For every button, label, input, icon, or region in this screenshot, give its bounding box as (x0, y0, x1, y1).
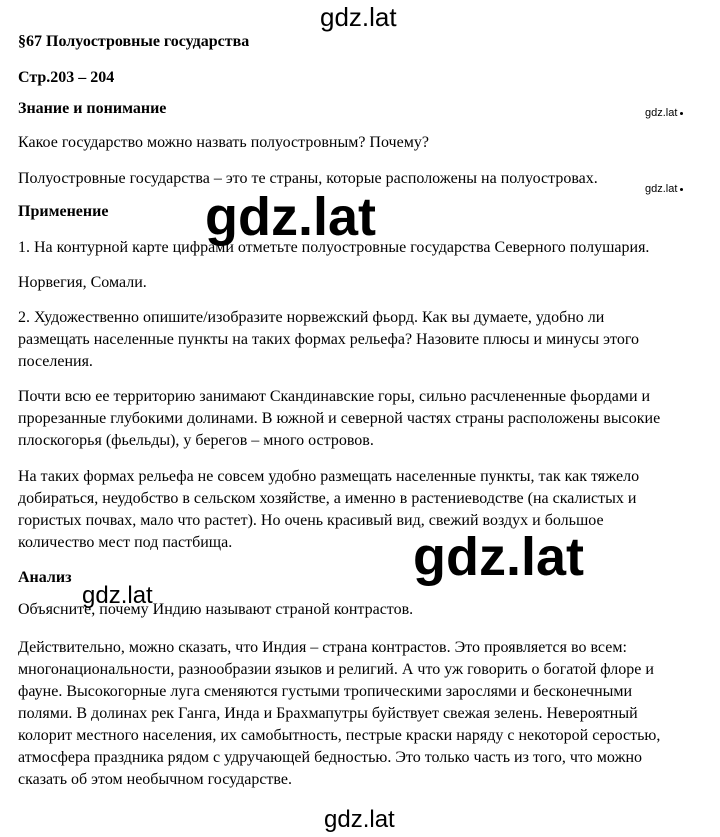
answer-analysis-line: Действительно, можно сказать, что Индия – страна контрастов. Это проявляется во всем: (18, 639, 627, 656)
watermark-big-1: gdz.lat (205, 187, 376, 247)
answer-2-paragraph-2-line: гористых почвах, мало что растет). Но очень красивый вид, свежий воздух и большое (18, 512, 604, 529)
watermark-mid: gdz.lat (82, 582, 153, 609)
question-1: 1. На контурной карте цифрами отметьте полуостровные государства Северного полушария. (18, 239, 650, 256)
question-analysis: Объясните, почему Индию называют страной контрастов. (18, 601, 414, 618)
answer-1: Норвегия, Сомали. (18, 274, 147, 291)
page-range: Стр.203 – 204 (18, 69, 115, 86)
watermark-top: gdz.lat (320, 2, 397, 32)
answer-analysis-line: многонациональности, разнообразии языков и религий. А что уж говорить о богатой флоре и (18, 661, 654, 678)
question-2-line: размещать населенные пункты на таких формах рельефа? Назовите плюсы и минусы этого (18, 331, 639, 348)
answer-analysis-line: сказать об этом необычном государстве. (18, 771, 292, 788)
page-title: §67 Полуостровные государства (18, 33, 250, 50)
watermark-small-2: gdz.lat (645, 183, 683, 195)
answer-2-paragraph-1-line: плоскогорья (фьельды), у берегов – много островов. (18, 432, 374, 449)
answer-2-paragraph-2-line: На таких формах рельефа не совсем удобно размещать населенные пункты, так как тяжело (18, 468, 640, 485)
answer-2-paragraph-2-line: добираться, неудобство в сельском хозяйстве, а именно в растениеводстве (на скалистых и (18, 490, 637, 507)
question-knowledge: Какое государство можно назвать полуостровным? Почему? (18, 134, 429, 151)
answer-2-paragraph-2-line: количество мест под пастбища. (18, 534, 233, 551)
answer-analysis-line: колорит местного населения, их самобытность, пестрые краски наряду с некоторой серостью, (18, 727, 661, 744)
question-2-line: поселения. (18, 353, 93, 370)
section-application-heading: Применение (18, 203, 109, 220)
answer-2-paragraph-1-line: прорезанные глубокими долинами. В южной и северной частях страны расположены высокие (18, 410, 661, 427)
question-2-line: 2. Художественно опишите/изобразите норвежский фьорд. Как вы думаете, удобно ли (18, 309, 605, 326)
watermark-big-2: gdz.lat (413, 527, 584, 587)
section-analysis-heading: Анализ (18, 569, 72, 586)
watermark-bottom: gdz.lat (324, 806, 395, 833)
answer-2-paragraph-1-line: Почти всю ее территорию занимают Скандинавские горы, сильно расчлененные фьордами и (18, 388, 651, 405)
watermark-small-1: gdz.lat (645, 107, 683, 119)
answer-analysis-line: полями. В долинах рек Ганга, Инда и Брахмапутры буйствует свежая зелень. Невероятный (18, 705, 638, 722)
answer-knowledge: Полуостровные государства – это те страны, которые расположены на полуостровах. (18, 170, 598, 187)
answer-analysis-line: атмосфера праздника рядом с удручающей бедностью. Это только часть из того, что можно (18, 749, 643, 766)
section-knowledge-heading: Знание и понимание (18, 100, 167, 117)
answer-analysis-line: фауне. Высокогорные луга сменяются густыми тропическими зарослями и бесконечными (18, 683, 633, 700)
